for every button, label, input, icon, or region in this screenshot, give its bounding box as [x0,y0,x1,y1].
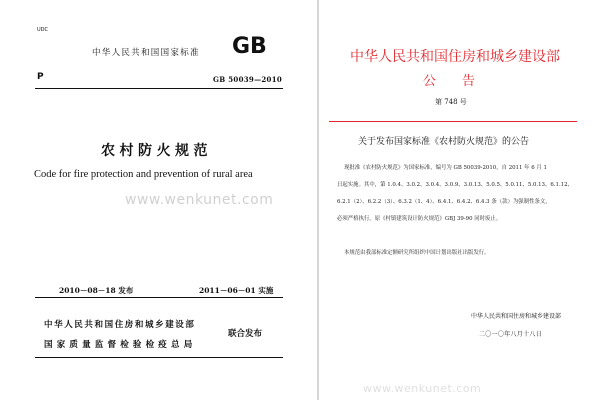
body-line: 日起实施。其中，第 1.0.4、3.0.2、3.0.4、3.0.9、3.0.13、5.0.5、5.0.11、5.0.13、6.1.12、 [337,182,573,188]
udc-label: UDC [37,27,49,33]
publisher-ministry: 中华人民共和国住房和城乡建设部 [44,320,196,330]
red-divider [329,121,577,122]
signature-date: 二〇一〇年八月十八日 [479,331,543,338]
implementation-date: 2011－06－01 实施 [199,286,274,295]
notice-heading: 公告 [423,74,502,89]
announcement-title: 关于发布国家标准《农村防火规范》的公告 [358,137,530,147]
watermark-bottom: www.wenkunet.com [363,382,482,395]
body-line: 本规范由我部标准定额研究所组织中国计划出版社出版发行。 [344,250,490,256]
gb-logo: GB [232,34,267,59]
publisher-aqsiq: 国家质量监督检验检疫总局 [44,340,197,350]
joint-release-label: 联合发布 [228,329,263,339]
body-line: 现批准《农村防火规范》为国家标准，编号为 GB 50039-2010，自 2011 年 6 月 1 [344,165,547,171]
ministry-header: 中华人民共和国住房和城乡建设部 [350,49,560,65]
standard-code: GB 50039—2010 [213,75,283,84]
bottom-divider [35,357,283,358]
signatory: 中华人民共和国住房和城乡建设部 [471,313,562,320]
announcement-page [319,0,600,400]
title-english: Code for fire protection and prevention of rural area [34,169,253,180]
top-divider [35,88,283,89]
issue-date: 2010－08－18 发布 [59,286,134,295]
body-line: 必须严格执行。原《村镇建筑设计防火规范》GBJ 39-90 同时废止。 [337,216,502,222]
body-line: 6.2.1（2）、6.2.2（3）、6.3.2（1、4）、6.4.1、6.4.2、6.4.3 条（款）为强制性条文， [337,199,551,205]
title-chinese: 农村防火规范 [101,143,212,159]
date-divider [35,297,283,298]
p-mark: P [37,72,44,82]
standard-name: 中华人民共和国国家标准 [92,48,200,58]
watermark: www.wenkunet.com [125,192,274,208]
announcement-number: 第 748 号 [435,98,467,106]
